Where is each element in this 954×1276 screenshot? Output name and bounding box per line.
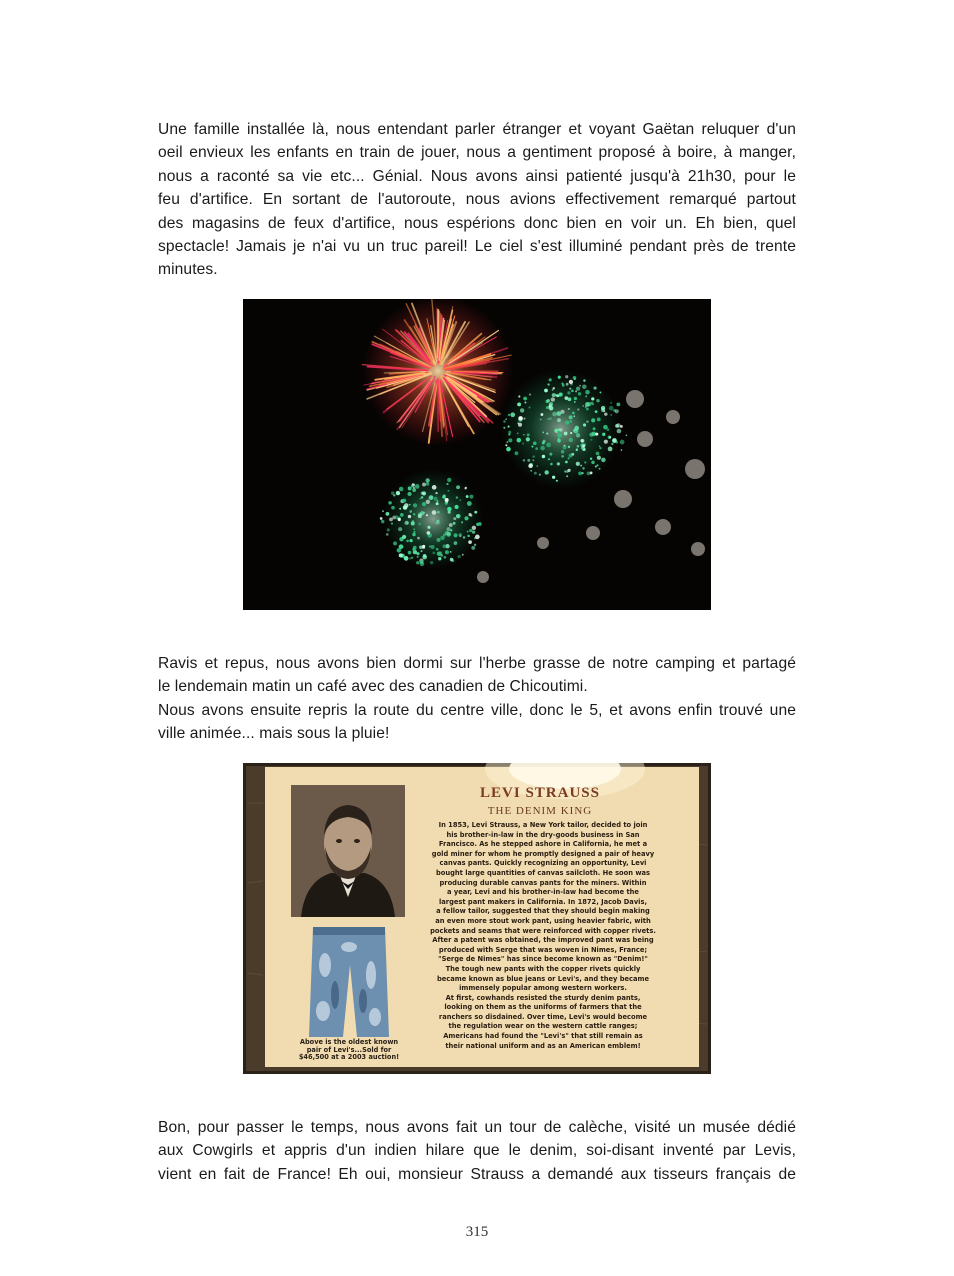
oldest-levis-jeans-image [305,925,393,1039]
text-line: minutes. [158,261,218,279]
plaque-body-line: the regulation wear on the western cattle ranges; [448,1022,638,1031]
text-line: spectacle! Jamais je n'ai vu un truc pareil! Le ciel s'est illuminé pendant près de trente [158,238,796,256]
text-line: le lendemain matin un café avec des canadien de Chicoutimi. [158,678,588,696]
plaque-body-line: a fellow tailor, suggested that they should begin making [436,907,650,916]
plaque-body-line: a year, Levi and his brother-in-law had become the [447,888,639,897]
plaque-body-line: an even more stout work pant, using heavier fabric, with [435,916,651,925]
paragraph-denim [158,1116,796,1186]
plaque-body-line: bought large quantities of canvas sailcloth. He soon was [435,868,650,877]
text-line: Bon, pour passer le temps, nous avons fait un tour de calèche, visité un musée dédié [158,1119,796,1136]
plaque-body-line: After a patent was obtained, the improved pant was being [432,936,654,945]
plaque-body-line: became known as blue jeans or Levi's, and they became [436,974,650,983]
text-line: nous a raconté sa vie etc... Génial. Nous avons ainsi patienté jusqu'à 21h30, pour le [158,167,796,185]
levi-strauss-portrait [291,785,405,917]
text-line: Ravis et repus, nous avons bien dormi sur l'herbe grasse de notre camping et partagé [158,655,796,672]
plaque-body-line: producing durable canvas pants for the miners. Within [439,878,647,887]
caption-line: $46,500 at a 2003 auction! [298,1053,400,1062]
text-line: feu d'artifice. En sortant de l'autoroute, nous avions effectivement remarqué partout [158,191,796,209]
plaque-body-line: Francisco. As he stepped ashore in California, he met a [438,840,648,849]
plaque-body-line: ranchers so disdained. Over time, Levi's would become [438,1012,648,1021]
plaque-body-line: canvas pants. Quickly recognizing an opportunity, Levi [439,859,647,868]
paragraph-fireworks [158,118,796,282]
plaque-body-line: his brother-in-law in the dry-goods business in San [446,830,640,839]
plaque-title: LEVI STRAUSS [480,785,600,801]
levi-strauss-plaque-photo [243,763,711,1074]
text-line: vient en fait de France! Eh oui, monsieur Strauss a demandé aux tisseurs français de [158,1165,796,1183]
plaque-body-line: "Serge de Nimes" has since become known as "Denim!" [438,955,648,964]
plaque-body-line: their national uniform and as an American emblem! [445,1041,641,1050]
plaque-body-line: At first, cowhands resisted the sturdy denim pants, [445,993,641,1002]
paragraph-camping [158,652,796,746]
plaque-subtitle: THE DENIM KING [487,805,593,817]
caption-line: pair of Levi's...Sold for [306,1045,392,1054]
plaque-body-line: The tough new pants with the copper rivets quickly [445,964,641,973]
plaque-body-line: gold miner for whom he promptly designed a pair of heavy [431,849,655,858]
fireworks-image [243,299,711,610]
plaque-body-line: immensely popular among western workers. [459,984,627,993]
page-number: 315 [465,1224,489,1240]
plaque-body-text [415,821,671,1051]
plaque-body-line: In 1853, Levi Strauss, a New York tailor, decided to join [438,821,648,829]
text-line: des magasins de feux d'artifice, nous espérions donc bien en voir un. Eh bien, quel [158,214,796,232]
jeans-caption [285,1039,413,1062]
text-line: ville animée... mais sous la pluie! [158,725,390,743]
plaque-body-line: Americans had found the "Levi's" that still remain as [443,1032,643,1041]
plaque-board [265,767,699,1067]
plaque-body-line: produced with Serge that was woven in Nimes, France; [438,945,648,954]
plaque-body-line: pockets and seams that were reinforced with copper rivets. [430,926,656,935]
plaque-body-line: looking on them as the uniforms of farmers that the [444,1003,642,1012]
text-line: Nous avons ensuite repris la route du centre ville, donc le 5, et avons enfin trouvé une [158,701,796,719]
caption-line: Above is the oldest known [299,1038,399,1046]
fireworks-photo [243,299,711,610]
text-line: oeil envieux les enfants en train de jouer, nous a gentiment proposé à boire, à manger, [158,144,796,162]
text-line: Une famille installée là, nous entendant parler étranger et voyant Gaëtan reluquer d'un [158,121,796,138]
text-line: aux Cowgirls et appris d'un indien hilare que le denim, soi-disant inventé par Levis, [158,1142,796,1160]
plaque-body-line: largest pant makers in California. In 1872, Jacob Davis, [438,897,647,906]
